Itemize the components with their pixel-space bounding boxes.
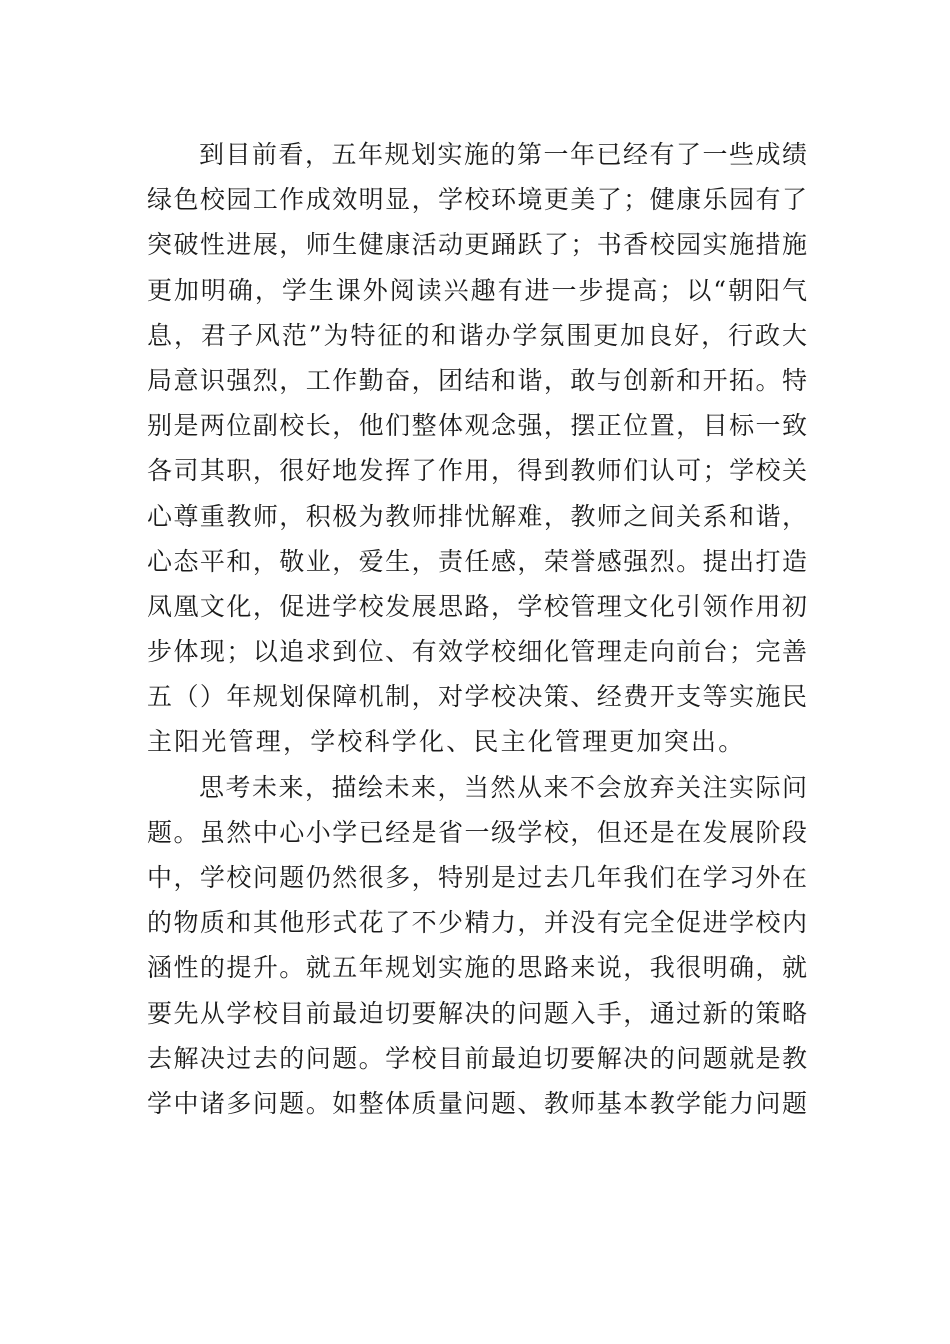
text-line: 学中诸多问题。如整体质量问题、教师基本教学能力问题 [147,1088,807,1118]
text-line: 更加明确，学生课外阅读兴趣有进一步提高；以“朝阳气 [147,275,807,305]
text-line: 主阳光管理，学校科学化、民主化管理更加突出。 [147,727,746,757]
text-line: 步体现；以追求到位、有效学校细化管理走向前台；完善 [147,637,807,667]
text-line: 涵性的提升。就五年规划实施的思路来说，我很明确，就 [147,953,807,983]
text-line: 中，学校问题仍然很多，特别是过去几年我们在学习外在 [147,863,807,892]
document-body [147,132,807,1126]
paragraph-1 [147,132,807,765]
text-line: 息，君子风范”为特征的和谐办学氛围更加良好，行政大 [147,320,807,350]
text-line: 到目前看，五年规划实施的第一年已经有了一些成绩 [199,140,807,169]
text-line: 凤凰文化，促进学校发展思路，学校管理文化引领作用初 [147,591,807,621]
text-line: 别是两位副校长，他们整体观念强，摆正位置，目标一致 [147,411,807,441]
text-line: 各司其职，很好地发挥了作用，得到教师们认可；学校关 [147,456,807,486]
text-line: 局意识强烈，工作勤奋，团结和谐，敢与创新和开拓。特 [147,365,807,395]
text-line: 思考未来，描绘未来，当然从来不会放弃关注实际问 [199,772,807,802]
text-line: 突破性进展，师生健康活动更踊跃了；书香校园实施措施 [147,230,807,260]
text-line: 绿色校园工作成效明显，学校环境更美了；健康乐园有了 [147,185,807,215]
text-line: 要先从学校目前最迫切要解决的问题入手，通过新的策略 [147,998,807,1028]
paragraph-2 [147,765,807,1127]
text-line: 题。虽然中心小学已经是省一级学校，但还是在发展阶段 [147,817,807,847]
text-line: 心态平和，敬业，爱生，责任感，荣誉感强烈。提出打造 [147,546,807,576]
text-line: 的物质和其他形式花了不少精力，并没有完全促进学校内 [147,908,807,938]
text-line: 五（）年规划保障机制，对学校决策、经费开支等实施民 [147,682,807,712]
text-line: 去解决过去的问题。学校目前最迫切要解决的问题就是教 [147,1043,807,1073]
text-line: 心尊重教师，积极为教师排忧解难，教师之间关系和谐， [147,501,807,531]
